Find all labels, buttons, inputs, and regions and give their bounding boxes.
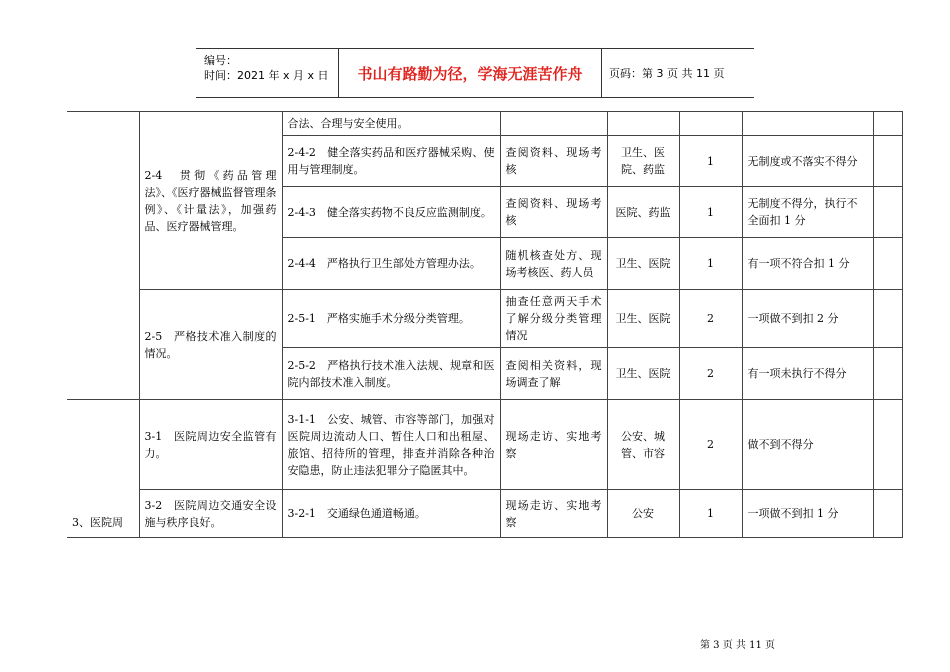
rule-cell xyxy=(742,112,873,136)
dept-cell xyxy=(607,112,679,136)
note-cell xyxy=(873,290,902,348)
content-cell: 3-2-1 交通绿色通道畅通。 xyxy=(282,490,500,538)
table-row xyxy=(67,112,902,136)
note-cell xyxy=(873,400,902,490)
dept-cell: 卫生、医院、药监 xyxy=(607,136,679,187)
score-cell: 1 xyxy=(679,490,742,538)
dept-cell: 医院、药监 xyxy=(607,187,679,238)
score-cell: 2 xyxy=(679,290,742,348)
dept-cell: 公安、城管、市容 xyxy=(607,400,679,490)
note-cell xyxy=(873,348,902,400)
note-cell xyxy=(873,490,902,538)
score-cell: 2 xyxy=(679,400,742,490)
score-cell: 1 xyxy=(679,136,742,187)
rule-cell: 一项做不到扣 2 分 xyxy=(742,290,873,348)
header-meta xyxy=(196,49,339,97)
rule-cell: 有一项未执行不得分 xyxy=(742,348,873,400)
section-3-label: 3、医院周 xyxy=(67,400,139,538)
item-3-2: 3-2 医院周边交通安全设施与秩序良好。 xyxy=(139,490,282,538)
method-cell: 现场走访、实地考察 xyxy=(500,490,607,538)
item-3-1: 3-1 医院周边安全监管有力。 xyxy=(139,400,282,490)
rule-cell: 无制度不得分，执行不全面扣 1 分 xyxy=(742,187,873,238)
table-row xyxy=(67,400,902,490)
content-cell: 2-4-3 健全落实药物不良反应监测制度。 xyxy=(282,187,500,238)
item-2-4: 2-4 贯彻《药品管理法》、《医疗器械监督管理条例》、《计量法》，加强药品、医疗器械管理。 xyxy=(139,112,282,290)
score-cell: 2 xyxy=(679,348,742,400)
method-cell: 查阅资料、现场考核 xyxy=(500,187,607,238)
dept-cell: 公安 xyxy=(607,490,679,538)
dept-cell: 卫生、医院 xyxy=(607,290,679,348)
content-cell: 2-5-1 严格实施手术分级分类管理。 xyxy=(282,290,500,348)
method-cell: 随机核查处方、现场考核医、药人员 xyxy=(500,238,607,290)
dept-cell: 卫生、医院 xyxy=(607,238,679,290)
rule-cell: 无制度或不落实不得分 xyxy=(742,136,873,187)
dept-cell: 卫生、医院 xyxy=(607,348,679,400)
content-cell: 合法、合理与安全使用。 xyxy=(282,112,500,136)
note-cell xyxy=(873,136,902,187)
method-cell: 抽查任意两天手术了解分级分类管理情况 xyxy=(500,290,607,348)
header-page: 页码：第 3 页 共 11 页 xyxy=(609,67,725,80)
score-cell xyxy=(679,112,742,136)
page-header xyxy=(196,48,754,98)
section-2-cell xyxy=(67,112,139,400)
rule-cell: 有一项不符合扣 1 分 xyxy=(742,238,873,290)
item-2-5: 2-5 严格技术准入制度的情况。 xyxy=(139,290,282,400)
method-cell xyxy=(500,112,607,136)
content-cell: 2-4-2 健全落实药品和医疗器械采购、使用与管理制度。 xyxy=(282,136,500,187)
score-cell: 1 xyxy=(679,187,742,238)
method-cell: 查阅资料、现场考核 xyxy=(500,136,607,187)
note-cell xyxy=(873,112,902,136)
header-motto: 书山有路勤为径，学海无涯苦作舟 xyxy=(339,49,602,97)
page-footer: 第 3 页 共 11 页 xyxy=(700,640,775,651)
table-row xyxy=(67,490,902,538)
table-row xyxy=(67,290,902,348)
header-number: 编号： xyxy=(204,54,237,67)
note-cell xyxy=(873,187,902,238)
method-cell: 查阅相关资料，现场调查了解 xyxy=(500,348,607,400)
content-cell: 2-4-4 严格执行卫生部处方管理办法。 xyxy=(282,238,500,290)
assessment-table xyxy=(67,111,903,538)
rule-cell: 做不到不得分 xyxy=(742,400,873,490)
content-cell: 3-1-1 公安、城管、市容等部门，加强对医院周边流动人口、暂住人口和出租屋、旅馆、招待所的管理，排查并消除各种治安隐患，防止违法犯罪分子隐匿其中。 xyxy=(282,400,500,490)
score-cell: 1 xyxy=(679,238,742,290)
content-cell: 2-5-2 严格执行技术准入法规、规章和医院内部技术准入制度。 xyxy=(282,348,500,400)
method-cell: 现场走访、实地考察 xyxy=(500,400,607,490)
header-time: 时间：2021 年 x 月 x 日 xyxy=(204,69,329,82)
rule-cell: 一项做不到扣 1 分 xyxy=(742,490,873,538)
note-cell xyxy=(873,238,902,290)
